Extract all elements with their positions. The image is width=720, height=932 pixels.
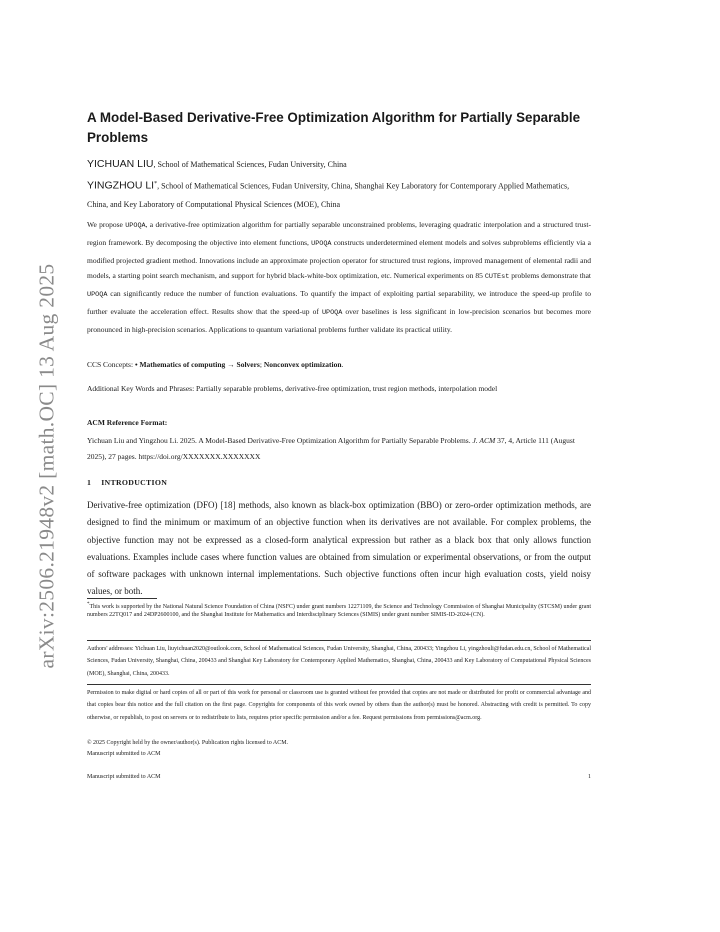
footnote-mark: * <box>87 602 90 607</box>
code-upoqa: UPOQA <box>321 308 343 317</box>
author-affiliation: , School of Mathematical Sciences, Fudan University, China <box>153 160 347 169</box>
permission-notice: Permission to make digital or hard copies of all or part of this work for personal or classroom use is granted without fee provided that copies are not made or distributed for profit or commercial advantage and that copies bear this notice and the full citation on the first page. Copyrights for components of this work owned by others than the author(s) must be honored. Abstracting with credit is permitted. To copy otherwise, or republish, to post on servers or to redistribute to lists, requires prior specific permission and/or a fee. Request permissions from permissions@acm.org. <box>87 690 591 721</box>
code-upoqa: UPOQA <box>87 291 108 300</box>
ccs-concepts: CCS Concepts: • Mathematics of computing → Solvers; Nonconvex optimization. <box>87 360 344 369</box>
ccs-concept: Nonconvex optimization <box>263 360 342 369</box>
author-line-2 <box>87 175 591 214</box>
page-footer-left: Manuscript submitted to ACM <box>87 774 161 780</box>
code-cutest: CUTEst <box>484 273 510 282</box>
abstract: We propose UPOQA, a derivative-free optimization algorithm for partially separable unconstrained problems, leveraging quadratic interpolation and a structured trust-region framework. By decomposing the objective into element functions, UPOQA constructs underdetermined element models and solves subproblems efficiently via a modified projected gradient method. Innovations include an approximate projection operator for structured trust regions, improved management of elemental radii and models, a starting point search mechanism, and support for hybrid black-white-box optimization, etc. Numerical experiments on 85 CUTEst problems demonstrate that UPOQA can significantly reduce the number of function evaluations. To quantify the impact of exploiting partial separability, we introduce the speed-up profile to further evaluate the acceleration effect. Results show that the speed-up of UPOQA over baselines is less significant in low-precision scenarios but becomes more pronounced in high-precision scenarios. Applications to quantum variational problems further validate its practical utility. <box>87 220 591 334</box>
author-addresses: Authors' addresses: Yichuan Liu, liuyichuan2020@outlook.com, School of Mathematical Sciences, Fudan University, Shanghai, China, 200433; Yingzhou Li, yingzhouli@fudan.edu.cn, School of Mathematical Sciences, Fudan University, Shanghai, China, 200433 and Shanghai Key Laboratory for Contemporary Applied Mathematics, Shanghai, China, 200433 and Key Laboratory of Computational Physical Sciences (MOE), Shanghai, China, 200433. <box>87 646 591 677</box>
manuscript-note: Manuscript submitted to ACM <box>87 751 161 757</box>
arxiv-identifier-stamp: arXiv:2506.21948v2 [math.OC] 13 Aug 2025 <box>34 263 59 669</box>
acm-reference-text: Yichuan Liu and Yingzhou Li. 2025. A Model-Based Derivative-Free Optimization Algorithm for Partially Separable Problems. J. ACM 37, 4, Article 111 (August 2025), 27 pages. https://doi.org/XXXXXXX.XXXXXXX <box>87 436 575 461</box>
intro-paragraph: Derivative-free optimization (DFO) [18] methods, also known as black-box optimization (BBO) or zero-order optimization methods, are designed to find the minimum or maximum of an objective function when its derivatives are not available. For complex problems, the objective function may not be expressed as a closed-form analytical expression but rather as a black box that only allows function evaluations. Examples include cases where function values are obtained from simulation or experimental observations, or from the output of software packages with unknown internal implementations. Such objective functions often incur high evaluation costs, yield noisy values, or both. <box>87 500 591 597</box>
author-name: YINGZHOU LI <box>87 179 155 192</box>
journal-name: J. ACM <box>472 436 496 445</box>
section-heading <box>87 478 167 487</box>
address-divider <box>87 640 591 641</box>
author-affiliation: , School of Mathematical Sciences, Fudan University, China, Shanghai Key Laboratory for Contemporary Applied Mathematics, China, and Key Laboratory of Computational Physical Sciences (MOE), China <box>87 181 570 209</box>
author-name: YICHUAN LIU <box>87 158 154 170</box>
ccs-concept: Mathematics of computing → Solvers <box>139 360 260 369</box>
keywords: Additional Key Words and Phrases: Partially separable problems, derivative-free optimization, trust region methods, interpolation model <box>87 384 498 393</box>
corresponding-mark: * <box>154 181 158 187</box>
author-line-1 <box>87 155 591 174</box>
acm-reference-heading: ACM Reference Format: <box>87 418 168 427</box>
funding-footnote: *This work is supported by the National Natural Science Foundation of China (NSFC) under grant numbers 12271109, the Science and Technology Commission of Shanghai Municipality (STCSM) under grant numbers 22TQ017 and 24DP2600100, and the Shanghai Institute for Mathematics and Interdisciplinary Sciences (SIMIS) under grant number SIMIS-ID-2024-(CN). <box>87 602 591 619</box>
section-title: INTRODUCTION <box>101 478 168 487</box>
permission-divider <box>87 684 591 685</box>
code-upoqa: UPOQA <box>125 222 146 230</box>
copyright-notice: © 2025 Copyright held by the owner/author(s). Publication rights licensed to ACM. <box>87 740 289 746</box>
paper-title: A Model-Based Derivative-Free Optimization Algorithm for Partially Separable Problems <box>87 110 581 145</box>
page-number: 1 <box>588 774 591 780</box>
code-upoqa: UPOQA <box>311 239 332 248</box>
section-number: 1 <box>87 478 92 487</box>
footnote-divider <box>87 598 157 599</box>
